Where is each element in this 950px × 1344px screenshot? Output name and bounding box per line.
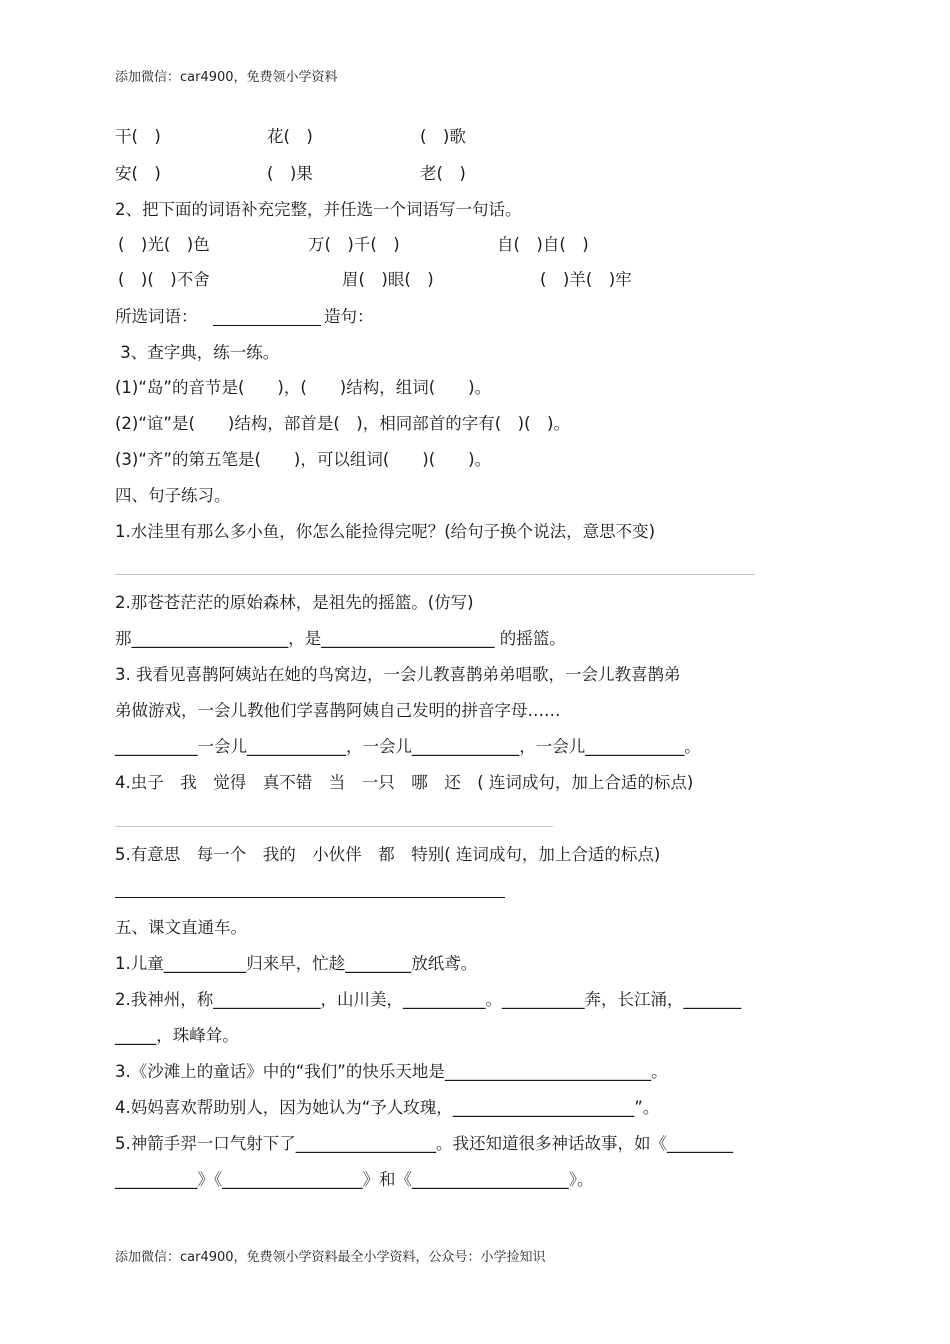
recitation-item: 5.神箭手羿一口气射下了_________________。我还知道很多神话故事，如《________ xyxy=(115,1134,733,1153)
section-5-title: 五、课文直通车。 xyxy=(115,918,247,937)
question-3-title: 3、查字典，练一练。 xyxy=(115,343,280,362)
question-2-title: 2、把下面的词语补充完整，并任选一个词语写一句话。 xyxy=(115,200,522,219)
answer-line xyxy=(115,826,553,827)
page-header: 添加微信：car4900，免费领小学资料 xyxy=(115,70,338,85)
idiom-item: 眉( )眼( ) xyxy=(342,270,434,289)
selected-word-label: 所选词语： xyxy=(115,307,198,326)
fill-item: 花( ) xyxy=(267,127,313,146)
sentence-exercise-1: 1.水洼里有那么多小鱼，你怎么能捡得完呢？(给句子换个说法，意思不变) xyxy=(115,522,656,541)
fill-item: 老( ) xyxy=(420,164,466,183)
idiom-item: ( )( )不舍 xyxy=(118,270,210,289)
sentence-exercise-3-cont: 弟做游戏，一会儿教他们学喜鹊阿姨自己发明的拼音字母…… xyxy=(115,701,561,720)
dictionary-item: (2)“谊”是( )结构，部首是( )，相同部首的字有( )( )。 xyxy=(115,414,570,433)
dictionary-item: (3)“齐”的第五笔是( )，可以组词( )( )。 xyxy=(115,450,492,469)
sentence-label: 造句： xyxy=(324,307,374,326)
imitation-fill: 那___________________，是_____________________ 的摇篮。 xyxy=(115,629,566,648)
fill-item: 安( ) xyxy=(115,164,161,183)
idiom-item: ( )光( )色 xyxy=(118,235,210,254)
answer-line xyxy=(115,574,755,575)
page-footer: 添加微信：car4900，免费领小学资料最全小学资料，公众号：小学捡知识 xyxy=(115,1250,546,1265)
idiom-item: 万( )千( ) xyxy=(308,235,400,254)
dictionary-item: (1)“岛”的音节是( )，( )结构，组词( )。 xyxy=(115,378,492,397)
fill-item: ( )歌 xyxy=(420,127,466,146)
recitation-item: 3.《沙滩上的童话》中的“我们”的快乐天地是_________________________。 xyxy=(115,1062,668,1081)
sentence-exercise-5: 5.有意思 每一个 我的 小伙伴 都 特别( 连词成句，加上合适的标点) xyxy=(115,845,661,864)
recitation-item-cont: _____，珠峰耸。 xyxy=(115,1026,239,1045)
idiom-item: 自( )自( ) xyxy=(497,235,589,254)
recitation-item: 2.我神州，称_____________，山川美，__________。__________奔，长江涌，_______ xyxy=(115,990,742,1009)
imitation-fill: __________一会儿____________，一会儿_____________，一会儿____________。 xyxy=(115,737,701,756)
sentence-exercise-4: 4.虫子 我 觉得 真不错 当 一只 哪 还 ( 连词成句，加上合适的标点) xyxy=(115,773,694,792)
sentence-exercise-3: 3. 我看见喜鹊阿姨站在她的鸟窝边，一会儿教喜鹊弟弟唱歌，一会儿教喜鹊弟 xyxy=(115,665,681,684)
recitation-item: 4.妈妈喜欢帮助别人，因为她认为“予人玫瑰，______________________”。 xyxy=(115,1098,660,1117)
fill-item: 干( ) xyxy=(115,127,161,146)
selected-word-blank xyxy=(213,325,321,326)
answer-line xyxy=(115,897,505,898)
recitation-item-cont: __________》《_________________》和《___________________》。 xyxy=(115,1170,594,1189)
section-4-title: 四、句子练习。 xyxy=(115,486,231,505)
idiom-item: ( )羊( )牢 xyxy=(540,270,632,289)
fill-item: ( )果 xyxy=(267,164,313,183)
sentence-exercise-2: 2.那苍苍茫茫的原始森林，是祖先的摇篮。(仿写) xyxy=(115,593,474,612)
recitation-item: 1.儿童__________归来早，忙趁________放纸鸢。 xyxy=(115,954,478,973)
